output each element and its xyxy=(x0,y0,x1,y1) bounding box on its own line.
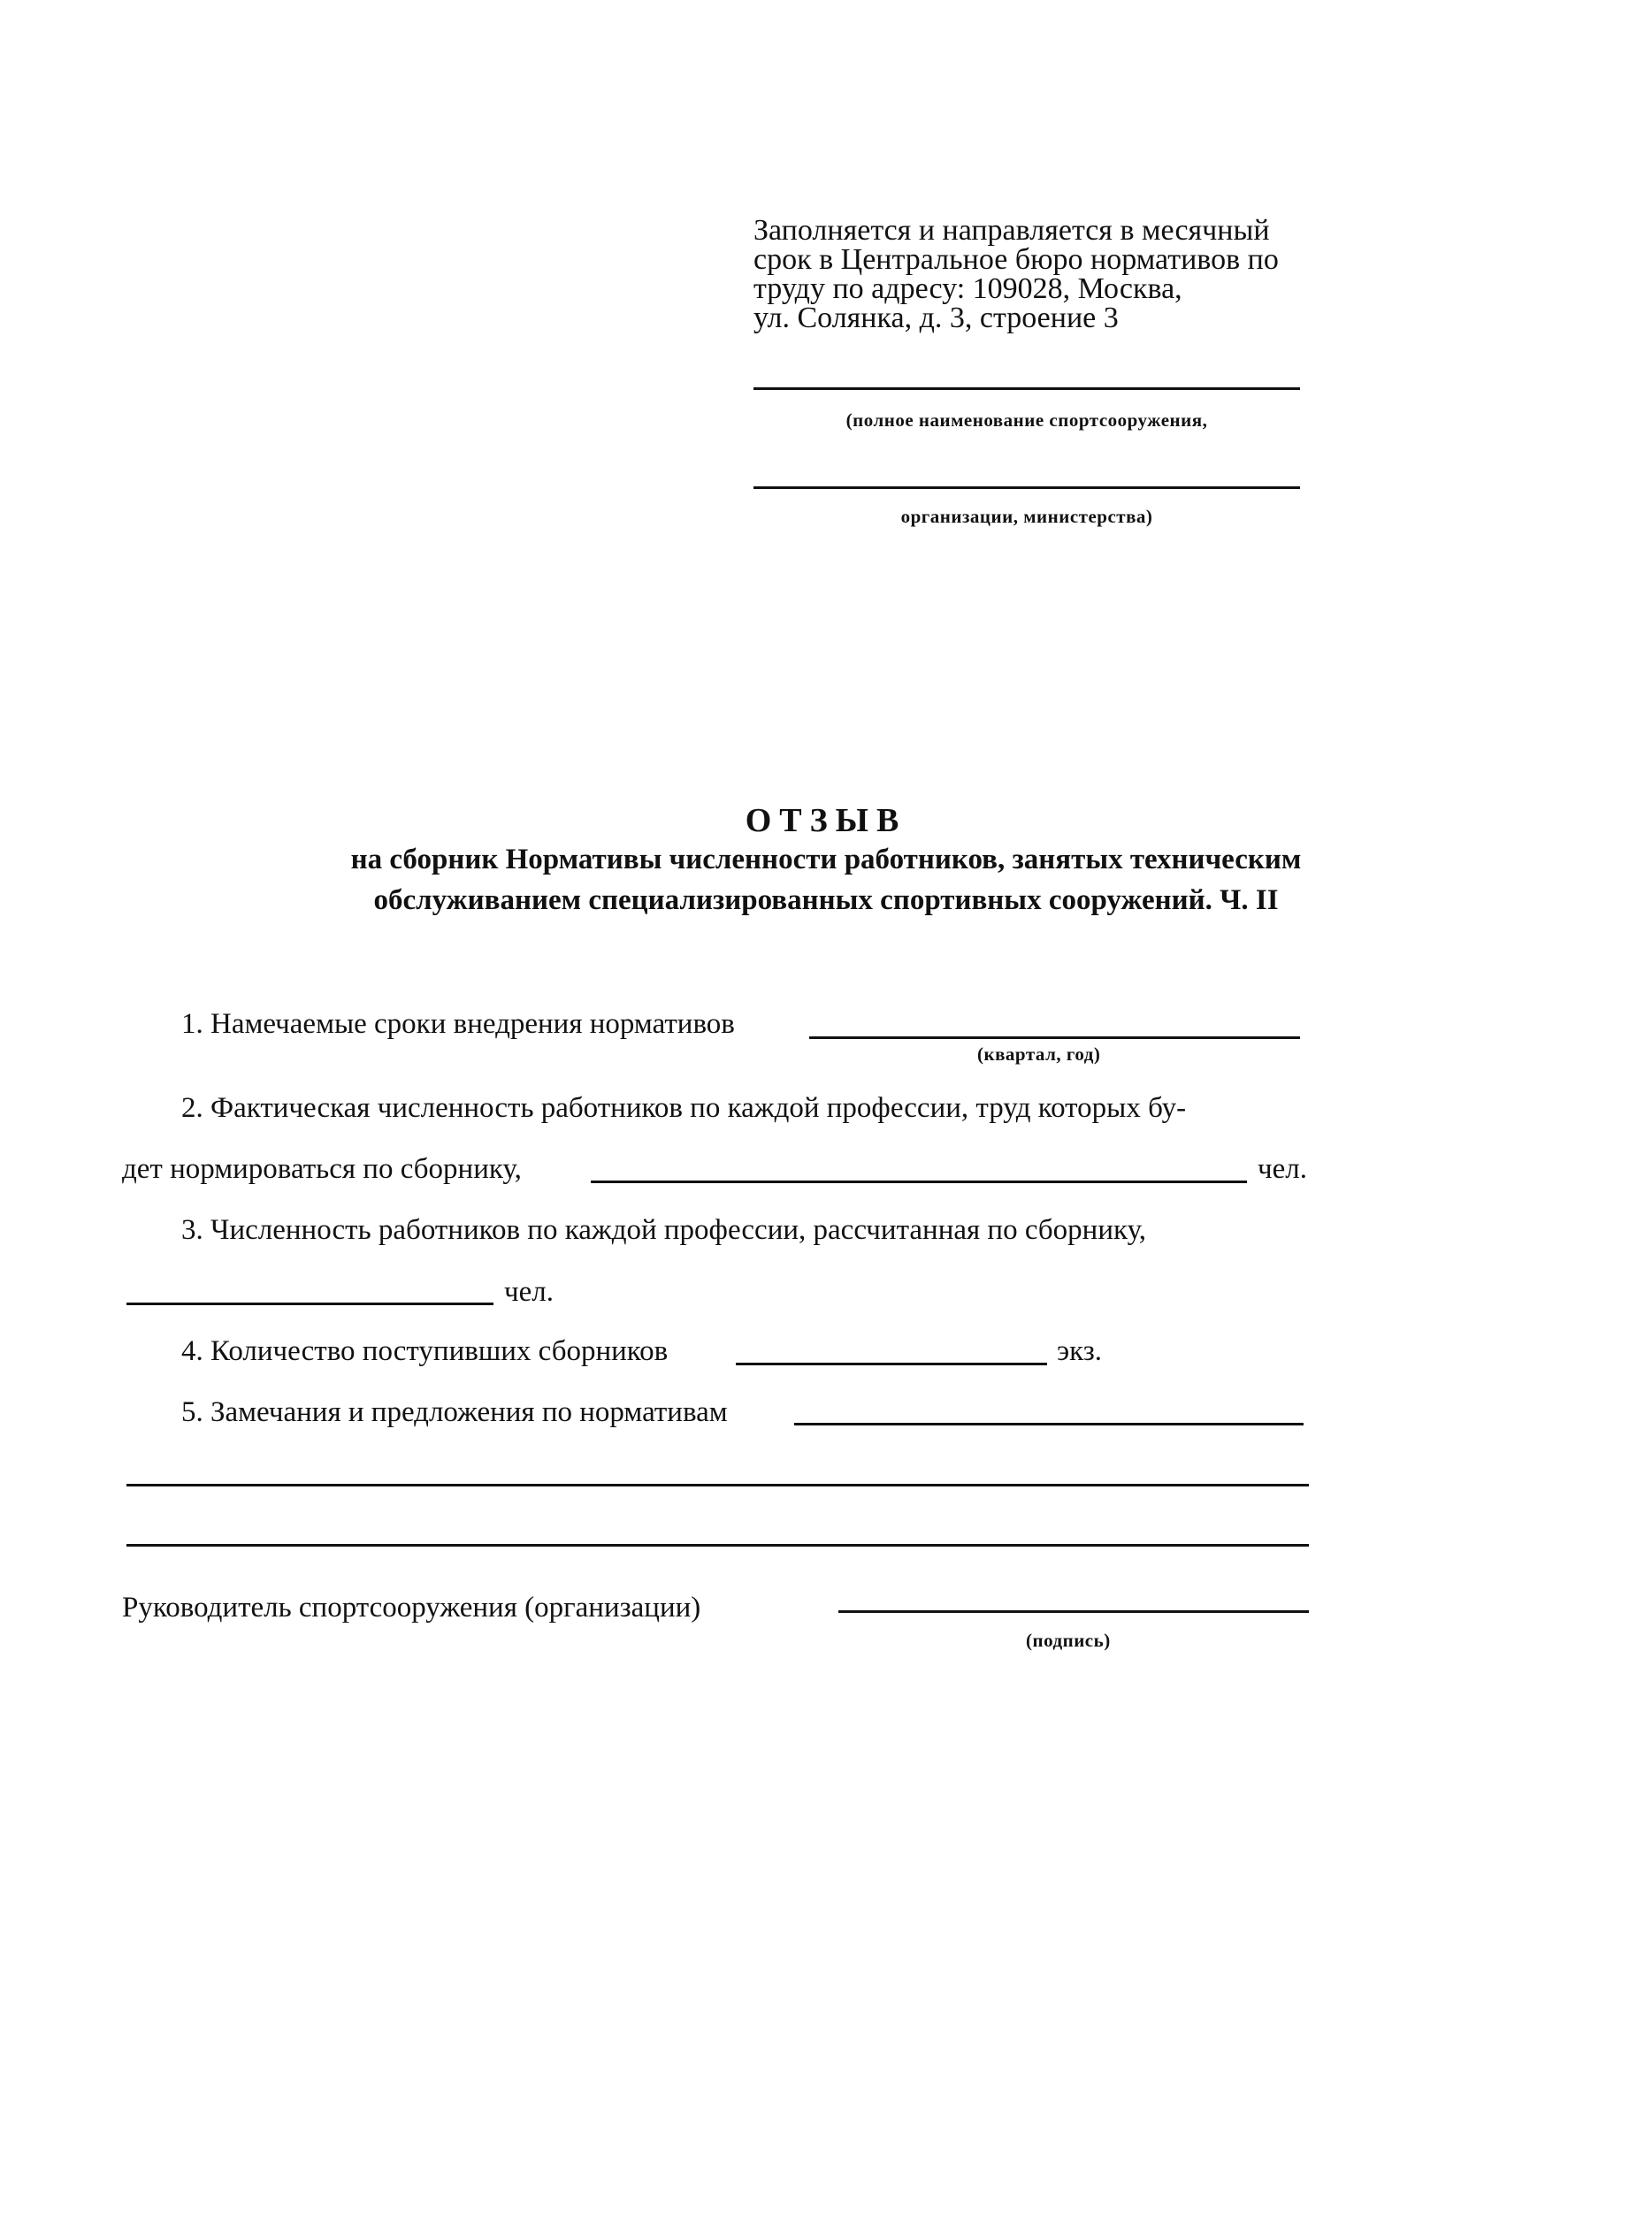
item-2-unit: чел. xyxy=(1258,1153,1307,1185)
item-1-label: 1. Намечаемые сроки внедрения нормативов xyxy=(181,1008,735,1040)
item-1-caption: (квартал, год) xyxy=(977,1043,1101,1065)
org-name-caption-2: организации, министерства) xyxy=(900,506,1153,527)
item-4-field-line[interactable] xyxy=(736,1363,1047,1365)
item-4-label: 4. Количество поступивших сборников xyxy=(181,1335,669,1367)
header-note xyxy=(753,216,1279,332)
header-note-line: Заполняется и направляется в месячный xyxy=(753,214,1270,247)
item-4-unit: экз. xyxy=(1057,1335,1103,1367)
item-3-unit: чел. xyxy=(504,1276,554,1308)
item-5-field-line-1[interactable] xyxy=(794,1423,1304,1425)
item-2-line-2: дет нормироваться по сборнику, xyxy=(122,1153,522,1185)
signature-field-line[interactable] xyxy=(838,1610,1309,1613)
org-name-field-line-1[interactable] xyxy=(753,387,1300,390)
item-3-line-1: 3. Численность работников по каждой профессии, рассчитанная по сборнику, xyxy=(181,1214,1147,1246)
header-note-line: труду по адресу: 109028, Москва, xyxy=(753,272,1182,305)
item-5-field-line-3[interactable] xyxy=(126,1544,1309,1547)
item-3-field-line[interactable] xyxy=(126,1303,493,1305)
document-subtitle-line-1: на сборник Нормативы численности работников, занятых техническим xyxy=(350,844,1302,875)
org-name-field-line-2[interactable] xyxy=(753,486,1300,489)
item-5-field-line-2[interactable] xyxy=(126,1484,1309,1486)
item-2-line-1: 2. Фактическая численность работников по каждой профессии, труд которых бу- xyxy=(181,1092,1187,1124)
document-title: ОТЗЫВ xyxy=(745,802,907,839)
item-5-label: 5. Замечания и предложения по нормативам xyxy=(181,1396,728,1428)
signature-caption: (подпись) xyxy=(1026,1630,1111,1651)
signature-label: Руководитель спортсооружения (организации) xyxy=(122,1592,701,1624)
document-subtitle-line-2: обслуживанием специализированных спортивных сооружений. Ч. II xyxy=(373,884,1279,916)
item-2-field-line[interactable] xyxy=(591,1181,1247,1183)
item-1-field-line[interactable] xyxy=(809,1036,1300,1039)
org-name-caption-1: (полное наименование спортсооружения, xyxy=(845,409,1208,431)
header-note-line: срок в Центральное бюро нормативов по xyxy=(753,243,1279,276)
header-note-line: ул. Солянка, д. 3, строение 3 xyxy=(753,302,1119,334)
